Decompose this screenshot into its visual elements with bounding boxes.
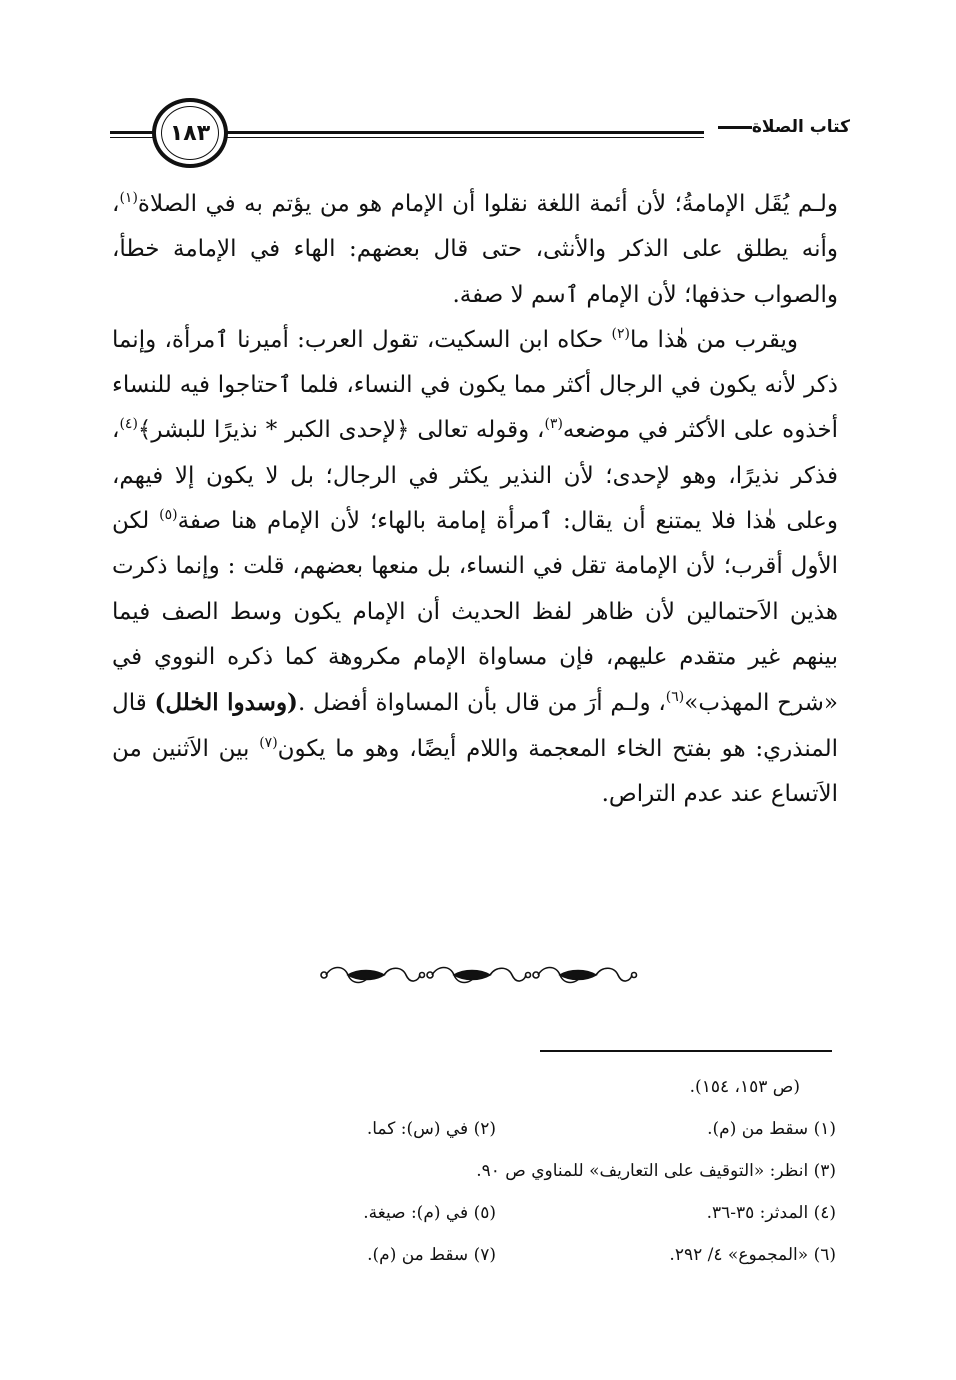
footnote-2: (٢) في (س): كما. (366, 1119, 496, 1139)
paragraph-2 (112, 318, 838, 817)
footnote-row (150, 1108, 836, 1150)
ornament-motif (321, 968, 425, 983)
footnote-ref: (٥) (159, 507, 178, 524)
footnote-4: (٤) المدثر: ٣٥-٣٦. (706, 1203, 836, 1223)
footnote-3: (٣) انظر: «التوقيف على التعاريف» للمناوي ص ٩٠. (476, 1161, 836, 1181)
footnote-6: (٦) «المجموع» ٤/ ٢٩٢. (669, 1245, 836, 1265)
footnote-row (150, 1066, 836, 1108)
footnote-row (150, 1234, 836, 1276)
book-title-text: كتاب الصلاة (751, 117, 850, 137)
footnote-ref: (٧) (259, 734, 278, 751)
footnote-row (150, 1192, 836, 1234)
page-number: ١٨٣ (169, 120, 211, 146)
footnotes (150, 1066, 836, 1276)
text-run: حكاه ابن السكيت، تقول العرب: أميرنا ٱمرأة، وإنما ذكر لأنه يكون في الرجال أكثر مما يكون في النساء، فلما ٱحتاجوا فيه للنساء أخذوه على الأكثر في موضعه (112, 326, 838, 444)
footnote-ref: (١) (119, 190, 138, 206)
paragraph-1 (112, 182, 838, 318)
text-run: بين الاَثنين من الاَتساع عند عدم التراص. (112, 735, 838, 807)
footnote-continuation: (ص ١٥٣، ١٥٤). (689, 1077, 800, 1097)
text-run: ، وقوله تعالى ﴿لإحدى الكبر * نذيرًا للبشر﴾ (137, 417, 545, 444)
footnote-ref: (٤) (119, 416, 138, 433)
text-run: ، وأنه يطلق على الذكر والأنثى، حتى قال بعضهم: الهاء في الإمامة خطأ، والصواب حذفها؛ لأن الإمام ٱسم لا صفة. (112, 191, 839, 308)
footnote-7: (٧) سقط من (م). (367, 1245, 496, 1265)
text-run: ويقرب من هٰذا ما (629, 326, 798, 353)
footnote-ref: (٢) (611, 325, 630, 342)
footnote-ref: (٦) (665, 689, 685, 706)
text-run: قال المنذري: هو بفتح الخاء المعجمة واللام أيضًا، وهو ما يكون (112, 690, 838, 762)
text-run: لكن الأول أقرب؛ لأن الإمامة تقل في النساء، بل منعها بعضهم، قلت : وإنما ذكرت هذين الاَحتمالين لأن ظاهر لفظ الحديث أن الإمام يكون وسط الصف فيما بينهم غير متقدم عليهم، فإن مساواة الإمام مكروهة كما ذكره النووي في «شرح المهذب» (112, 508, 838, 717)
title-dash (718, 126, 752, 129)
footnote-1: (١) سقط من (م). (707, 1119, 836, 1139)
ornament-divider (318, 960, 638, 990)
text-run: ، ولـم أرَ من قال بأن المساواة أفضل . (297, 690, 666, 717)
ornament-motif (427, 968, 531, 983)
text-run: ، فذكر نذيرًا، وهو لإحدى؛ لأن النذير يكثر في الرجال؛ بل لا يكون إلا فيهم، وعلى هٰذا فلا يمتنع أن يقال: ٱمرأة إمامة بالهاء؛ لأن الإمام هنا صفة (112, 417, 838, 535)
footnote-5: (٥) في (م): صيغة. (363, 1203, 496, 1223)
ornament-motif (533, 968, 637, 983)
book-title (704, 116, 850, 138)
footnote-separator (540, 1050, 832, 1052)
page-number-badge (152, 98, 228, 168)
bold-phrase: (وسدوا الخلل) (154, 689, 298, 717)
page-header (110, 98, 850, 168)
footnote-ref: (٣) (544, 416, 563, 433)
main-text (112, 182, 838, 817)
text-run: ولـم يُقَل الإمامةُ؛ لأن أئمة اللغة نقلوا أن الإمام هو من يؤتم به في الصلاة (137, 191, 838, 217)
footnote-row (150, 1150, 836, 1192)
